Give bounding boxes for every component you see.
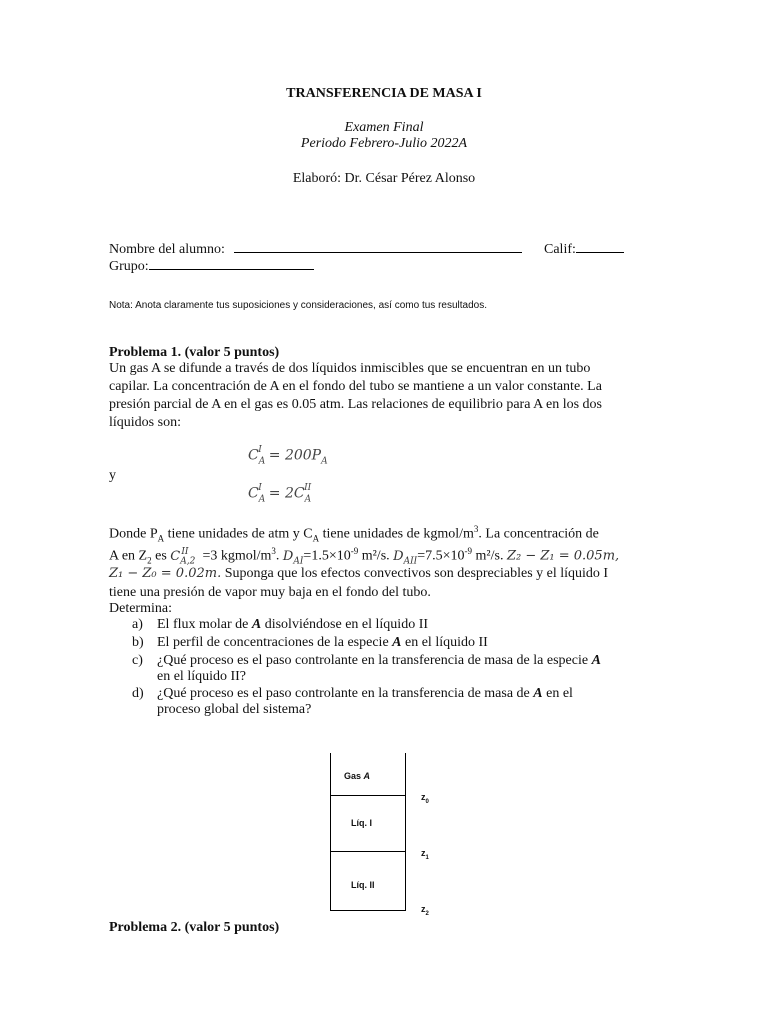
data-line-3: Z₁ − Z₀ = 0.02m. Suponga que los efectos convectivos son despreciables y el líquido I — [109, 566, 609, 581]
gas-a-label: Gas A — [344, 771, 371, 781]
z0-label: $z_0$ — [421, 792, 429, 805]
intro-line: líquidos son: — [109, 415, 181, 430]
grade-label: Calif: — [544, 242, 576, 257]
equilibrium-equation-1: $C_A^I = 200P_A$ — [248, 445, 328, 467]
item-a-text: El flux molar de A disolviéndose en el líquido II — [157, 617, 429, 632]
capillary-tube-diagram — [330, 753, 406, 911]
item-letter: c) — [132, 653, 143, 668]
data-line-1: Donde $P_A$ tiene unidades de atm y $C_A$ tiene unidades de kgmol/$m^3$. La concentración de — [109, 524, 599, 544]
intro-line: presión parcial de A en el gas es 0.05 atm. Las relaciones de equilibrio para A en los dos — [109, 397, 602, 412]
intro-line: capilar. La concentración de A en el fondo del tubo se mantiene a un valor constante. La — [109, 379, 602, 394]
determina-label: Determina: — [109, 601, 172, 616]
problem-2-heading: Problema 2. (valor 5 puntos) — [109, 920, 280, 935]
interface-z0 — [330, 795, 406, 796]
data-line-2: A en $Z_2$ es $C_{A,2}^{II} =3$ kgmol/$m^3$. $D_{AI}=1.5\times 10^{-9}$ m²/s. $D_{AII}=7.5\times 10^{-9}$ m²/s. Z₂ − Z₁ = 0.05m, — [109, 546, 620, 567]
group-row — [109, 256, 314, 275]
z2-label: $z_2$ — [421, 904, 429, 917]
group-label: Grupo: — [109, 259, 149, 274]
tube-right-wall — [405, 753, 406, 911]
item-letter: a) — [132, 617, 143, 632]
liquid-1-label: Líq. I — [351, 818, 372, 828]
conjunction-y: y — [109, 468, 116, 483]
item-letter: b) — [132, 635, 144, 650]
liquid-2-label: Líq. II — [351, 880, 375, 890]
student-name-field[interactable] — [234, 239, 522, 253]
item-c-text: ¿Qué proceso es el paso controlante en la transferencia de masa de la especie A en el líquido II? — [157, 653, 601, 684]
tube-left-wall — [330, 753, 331, 911]
document-title: TRANSFERENCIA DE MASA I — [286, 86, 482, 101]
exam-subtitle: Examen Final — [344, 120, 424, 135]
instructions-note: Nota: Anota claramente tus suposiciones y consideraciones, así como tus resultados. — [109, 300, 487, 311]
data-line-4: tiene una presión de vapor muy baja en el fondo del tubo. — [109, 585, 431, 600]
z1-label: $z_1$ — [421, 848, 429, 861]
tube-bottom — [330, 910, 406, 911]
group-field[interactable] — [149, 256, 314, 270]
item-letter: d) — [132, 686, 144, 701]
problem-1-heading: Problema 1. (valor 5 puntos) — [109, 345, 280, 360]
problem-1-intro — [109, 361, 602, 431]
interface-z1 — [330, 851, 406, 852]
exam-author: Elaboró: Dr. César Pérez Alonso — [292, 171, 476, 186]
grade-field[interactable] — [576, 239, 624, 253]
item-b-text: El perfil de concentraciones de la especie A en el líquido II — [157, 635, 488, 650]
intro-line: Un gas A se difunde a través de dos líquidos inmiscibles que se encuentran en un tubo — [109, 361, 591, 376]
item-d-text: ¿Qué proceso es el paso controlante en la transferencia de masa de A en el proceso global del sistema? — [157, 686, 573, 717]
exam-period: Periodo Febrero-Julio 2022A — [300, 136, 468, 151]
grade-row — [544, 239, 624, 258]
equilibrium-equation-2: $C_A^I = 2C_A^{II}$ — [248, 483, 312, 505]
student-name-label: Nombre del alumno: — [109, 242, 225, 257]
